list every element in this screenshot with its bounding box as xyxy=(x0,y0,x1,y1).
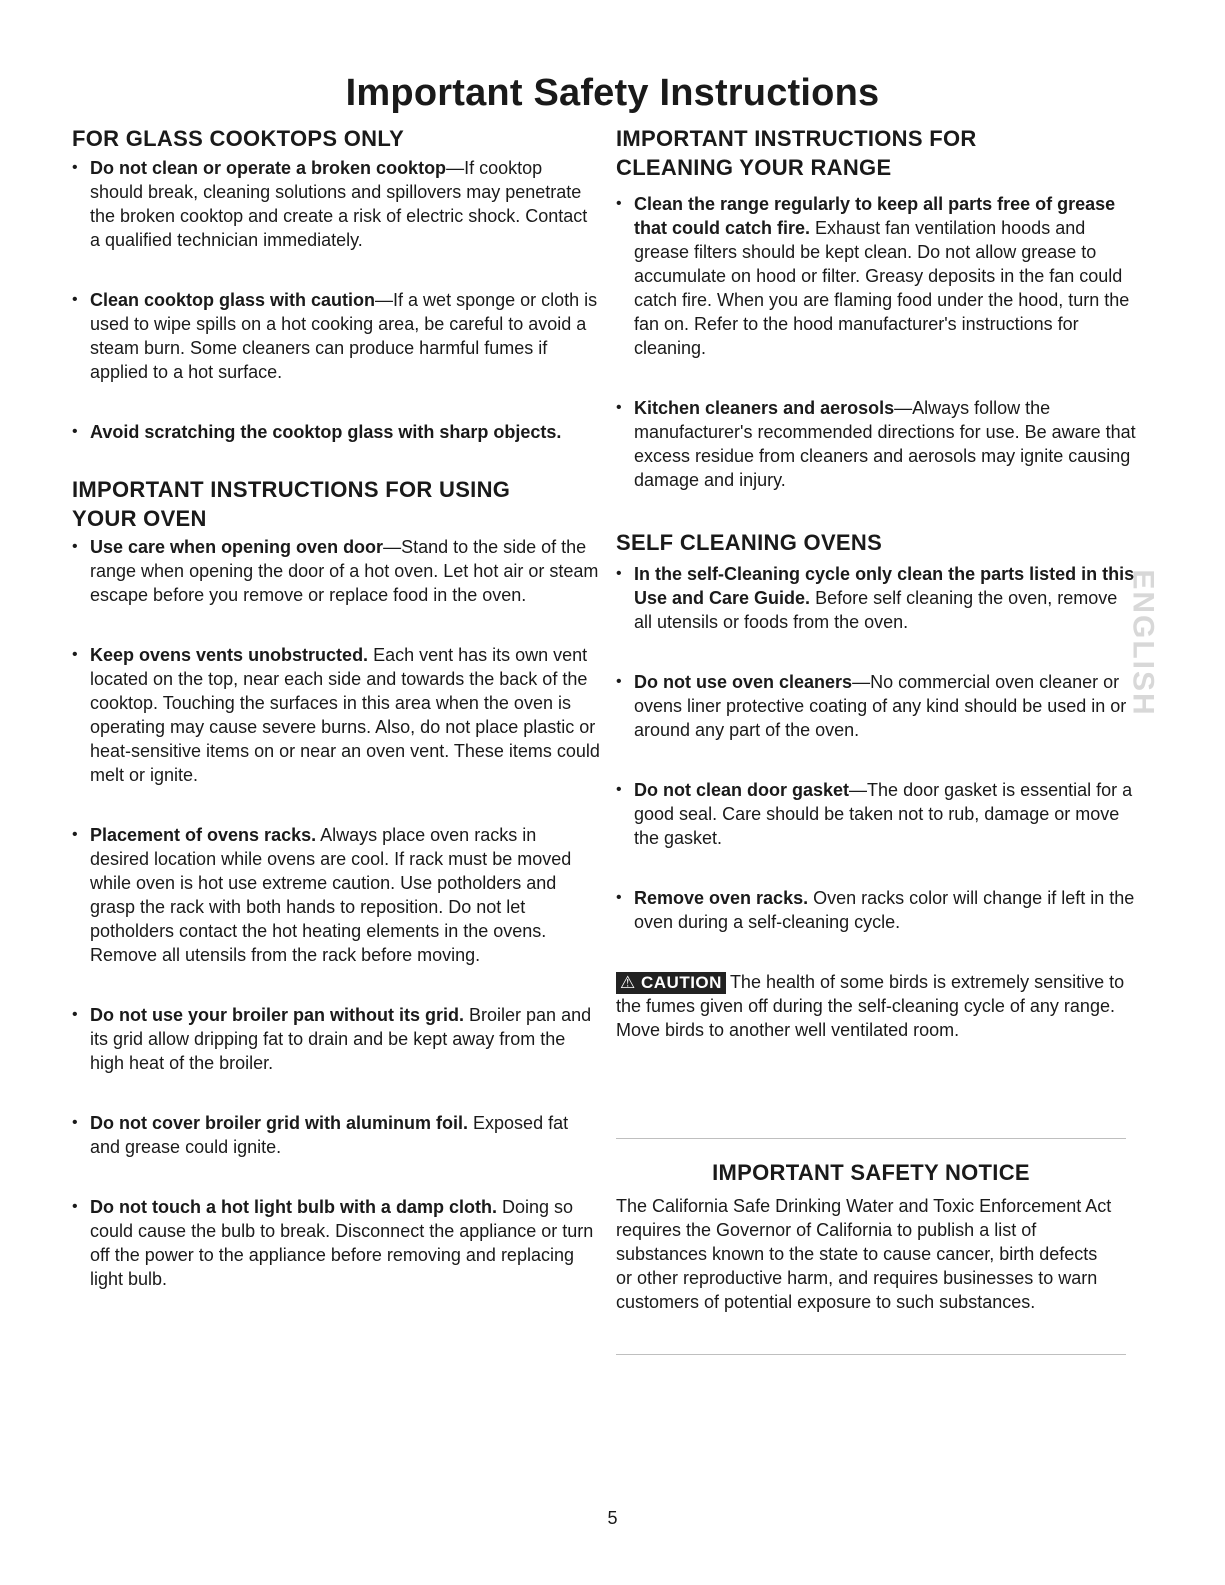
list-item xyxy=(72,1003,600,1075)
item-text: —The door gasket is essential for a good seal. Care should be taken not to rub, damage or move the gasket. xyxy=(634,780,1133,848)
using-oven-list xyxy=(72,535,600,1291)
item-lead: Do not cover broiler grid with aluminum foil. xyxy=(90,1113,469,1133)
cleaning-range-heading: IMPORTANT INSTRUCTIONS FOR CLEANING YOUR RANGE xyxy=(616,126,977,180)
list-item xyxy=(72,1195,600,1291)
item-text: Broiler pan and its grid allow dripping fat to drain and be kept away from the high heat of the broiler. xyxy=(90,1005,592,1073)
item-text: Doing so could cause the bulb to break. Disconnect the appliance or turn off the power to the appliance before removing and replacing light bulb. xyxy=(90,1197,594,1289)
caution-text: The health of some birds is extremely sensitive to the fumes given off during the self-cleaning cycle of any range. Move birds to another well ventilated room. xyxy=(616,972,1125,1040)
language-tab-label: ENGLISH xyxy=(1127,569,1161,717)
list-item xyxy=(616,670,1136,742)
item-lead: Keep ovens vents unobstructed. xyxy=(90,645,369,665)
divider xyxy=(616,1138,1126,1139)
item-text: —No commercial oven cleaner or ovens liner protective coating of any kind should be used in or around any part of the oven. xyxy=(634,672,1127,740)
item-text: Oven racks color will change if left in the oven during a self-cleaning cycle. xyxy=(634,888,1135,932)
list-item xyxy=(616,562,1136,634)
item-lead: Do not clean or operate a broken cooktop xyxy=(90,158,447,178)
right-column xyxy=(616,124,1136,1042)
item-lead: Do not use your broiler pan without its grid. xyxy=(90,1005,465,1025)
list-item xyxy=(72,823,600,967)
item-lead: Do not touch a hot light bulb with a damp cloth. xyxy=(90,1197,497,1217)
glass-cooktops-list xyxy=(72,156,600,444)
item-text: Exhaust fan ventilation hoods and grease filters should be kept clean. Do not allow grease to accumulate on hood or filter. Greasy deposits in the fan could catch fire. When you are flaming food under the hood, turn the fan on. Refer to the hood manufacturer's instructions for cleaning. xyxy=(634,218,1130,358)
list-item xyxy=(72,156,600,252)
glass-cooktops-heading: FOR GLASS COOKTOPS ONLY xyxy=(72,126,405,151)
caution-badge xyxy=(616,972,726,994)
list-item xyxy=(616,886,1136,934)
item-text: —If a wet sponge or cloth is used to wipe spills on a hot cooking area, be careful to avoid a steam burn. Some cleaners can produce harmful fumes if applied to a hot surface. xyxy=(90,290,598,382)
item-lead: Do not clean door gasket xyxy=(634,780,850,800)
page-number: 5 xyxy=(607,1508,618,1528)
item-text: —Stand to the side of the range when opening the door of a hot oven. Let hot air or steam escape before you remove or replace food in the oven. xyxy=(90,537,599,605)
cleaning-range-list xyxy=(616,192,1136,492)
item-lead: Avoid scratching the cooktop glass with sharp objects. xyxy=(90,422,562,442)
list-item xyxy=(72,288,600,384)
caution-paragraph xyxy=(616,970,1136,1042)
list-item xyxy=(72,420,600,444)
item-text: Always place oven racks in desired location while ovens are cool. If rack must be moved while oven is hot use extreme caution. Use potholders and grasp the rack with both hands to reposition. Do not let potholders contact the hot heating elements in the ovens. Remove all utensils from the rack before moving. xyxy=(90,825,572,965)
list-item xyxy=(72,1111,600,1159)
list-item xyxy=(616,778,1136,850)
divider xyxy=(616,1354,1126,1355)
self-cleaning-heading: SELF CLEANING OVENS xyxy=(616,530,883,555)
item-lead: Placement of ovens racks. xyxy=(90,825,317,845)
warning-triangle-icon: ⚠ xyxy=(620,973,636,992)
list-item xyxy=(72,535,600,607)
safety-notice-body: The California Safe Drinking Water and Toxic Enforcement Act requires the Governor of California to publish a list of substances known to the state to cause cancer, birth defects or other reproductive harm, and requires businesses to warn customers of potential exposure to such substances. xyxy=(616,1196,1112,1312)
item-lead: Clean the range regularly to keep all parts free of grease that could catch fire. xyxy=(634,194,1116,238)
item-lead: Kitchen cleaners and aerosols xyxy=(634,398,895,418)
list-item xyxy=(616,192,1136,360)
item-text: Exposed fat and grease could ignite. xyxy=(90,1113,569,1157)
safety-notice-heading: IMPORTANT SAFETY NOTICE xyxy=(712,1160,1030,1185)
using-oven-heading: IMPORTANT INSTRUCTIONS FOR USING YOUR OVEN xyxy=(72,477,511,531)
self-cleaning-list xyxy=(616,562,1136,934)
item-lead: Use care when opening oven door xyxy=(90,537,384,557)
item-lead: Do not use oven cleaners xyxy=(634,672,853,692)
item-text: Before self cleaning the oven, remove all utensils or foods from the oven. xyxy=(634,588,1118,632)
left-column xyxy=(72,124,600,1291)
item-lead: Remove oven racks. xyxy=(634,888,809,908)
list-item xyxy=(72,643,600,787)
item-lead: Clean cooktop glass with caution xyxy=(90,290,376,310)
item-lead: In the self-Cleaning cycle only clean the parts listed in this Use and Care Guide. xyxy=(634,564,1135,608)
item-text: Each vent has its own vent located on the top, near each side and towards the back of the cooktop. Touching the surfaces in this area when the oven is operating may cause severe burns. Also, do not place plastic or heat-sensitive items on or near an oven vent. These items could melt or ignite. xyxy=(90,645,600,785)
page-title: Important Safety Instructions xyxy=(345,72,880,114)
language-tab xyxy=(1125,568,1161,718)
item-text: —If cooktop should break, cleaning solutions and spillovers may penetrate the broken cooktop and create a risk of electric shock. Contact a qualified technician immediately. xyxy=(90,158,588,250)
caution-label: CAUTION xyxy=(640,973,722,992)
item-text: —Always follow the manufacturer's recommended directions for use. Be aware that excess residue from cleaners and aerosols may ignite causing damage and injury. xyxy=(634,398,1136,490)
list-item xyxy=(616,396,1136,492)
